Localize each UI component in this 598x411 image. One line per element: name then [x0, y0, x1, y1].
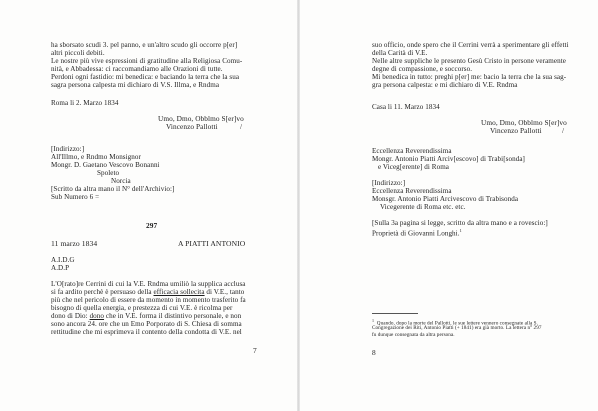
body-text: si fa ardito perchè è persuaso della — [51, 288, 154, 296]
text-line: nità, e Abbadessa: ci raccomandiamo alle Orazioni di tutte. — [51, 65, 223, 73]
text-line: Nelle altre suppliche le presento Gesù Cristo in persone veramente — [372, 57, 566, 65]
heading-aidg: A.I.D.G — [51, 256, 75, 264]
text-line: ha sborsato scudi 3. pel panno, e un'altro scudo gli occorre p[er] — [51, 41, 238, 49]
letter-date: 11 marzo 1834 — [51, 239, 98, 248]
underlined-phrase: efficacia sollecita — [153, 288, 205, 296]
letter-number: 297 — [146, 221, 158, 230]
body-line — [51, 288, 244, 296]
body-line: L'O[rato]re Cerrini di cui la V.E. Rndma umiliò la supplica acclusa — [51, 280, 246, 288]
body-line — [51, 312, 241, 320]
text-line: Mi benedica in tutto: preghi p[er] me: bacio la terra che la sua sag- — [372, 73, 567, 81]
address-line: [Indirizzo:] — [51, 145, 85, 153]
address-line: Monsgr. Antonio Piatti Arcivescovo di Trabisonda — [372, 195, 519, 203]
letter-recipient: A PIATTI ANTONIO — [178, 239, 246, 248]
text-line: gra persona calpesta: e mi dichiaro di V.E. Rndma — [372, 81, 518, 89]
footnote-text: Quando, dopo la morte del Pallotti, le sue lettere vennero consegnate alla S. — [376, 320, 538, 327]
text-line: Perdoni ogni fastidio: mi benedica: e baciando la terra che la sua — [51, 73, 240, 81]
footnote-line: fu dunque consegnata da altra persona. — [372, 332, 455, 338]
left-page — [0, 0, 297, 411]
text-line: degne di compassione, e soccorso. — [372, 65, 473, 73]
body-text: dono di Dio: — [51, 312, 90, 320]
address-line: Mongr. Antonio Piatti Arciv[escovo] di Trabi[sonda] — [372, 155, 525, 163]
body-line: sono ancora 24. ore che un Emo Porporato di S. Chiesa di somma — [51, 320, 242, 328]
address-line: [Indirizzo:] — [372, 179, 406, 187]
page-number: 8 — [372, 348, 376, 357]
footnote-line: Congregazione dei Riti, Antonio Piatti (+ 1841) era già morto. La lettera n° 297 — [372, 325, 542, 331]
place-date: Roma li 2. Marzo 1834 — [51, 99, 119, 107]
footnote-mark: 1 — [372, 318, 375, 323]
signature-line: Umo, Dmo, Obblmo S[er]vo — [158, 114, 244, 123]
ownership-note: Proprietà di Giovanni Longhi. — [372, 229, 460, 238]
place-date: Casa li 11. Marzo 1834 — [372, 103, 440, 111]
body-text: che in V.E. forma il distintivo personale, e non — [104, 312, 242, 320]
text-line: della Carità di V.E. — [372, 49, 428, 57]
archive-number: Sub Numero 6 = — [51, 193, 100, 201]
signature-line: Umo, Dmo, Obblmo S[er]vo — [481, 118, 567, 127]
editorial-note — [372, 227, 462, 237]
signature-mark: / — [240, 122, 243, 131]
address-line: All'Illmo, e Rndmo Monsignor — [51, 153, 141, 161]
text-line: altri piccoli debiti. — [51, 49, 105, 57]
address-line: Vicegerente di Roma etc. etc. — [380, 203, 466, 211]
right-page — [300, 0, 598, 411]
address-line: Norcia — [111, 177, 131, 185]
archive-note: [Scritto da altra mano il N° dell'Archivio:] — [51, 185, 175, 193]
signature-mark: / — [562, 126, 565, 135]
text-line: suo officio, onde spero che il Cerrini verrà a sperimentare gli effetti — [372, 41, 569, 49]
heading-adp: A.D.P — [51, 264, 70, 272]
signature-name: Vincenzo Pallotti — [166, 122, 218, 131]
address-line: e Viceg[erente] di Roma — [378, 163, 449, 171]
text-line: Le nostre più vive espressioni di gratitudine alla Religiosa Comu- — [51, 57, 243, 65]
signature-name: Vincenzo Pallotti — [490, 126, 542, 135]
address-line: Spoleto — [97, 169, 120, 177]
address-line: Mongr. D. Gaetano Vescovo Bonanni — [51, 161, 160, 169]
footnote-rule — [372, 313, 418, 314]
address-line: Eccellenza Reverendissima — [372, 147, 452, 155]
address-line: Eccellenza Reverendissima — [372, 187, 452, 195]
underlined-word: dono — [89, 312, 105, 320]
body-line: più che nel pericolo di essere da momento in momento trasferito fa — [51, 296, 246, 304]
body-text: di V.E., tanto — [204, 288, 245, 296]
text-line: sagra persona calpesta mi dichiaro di V.S. Illma, e Rndma — [51, 81, 220, 89]
body-line: rettitudine che mi esprimeva il contento della condotta di V.E. nel — [51, 328, 242, 336]
page-number: 7 — [253, 346, 257, 355]
editorial-note: [Sulla 3a pagina si legge, scritto da altra mano e a rovescio:] — [372, 219, 548, 227]
body-line: bisogno di quella energia, e prestezza di cui V.E. è ricolma per — [51, 304, 233, 312]
footnote-ref: 1 — [459, 228, 462, 233]
